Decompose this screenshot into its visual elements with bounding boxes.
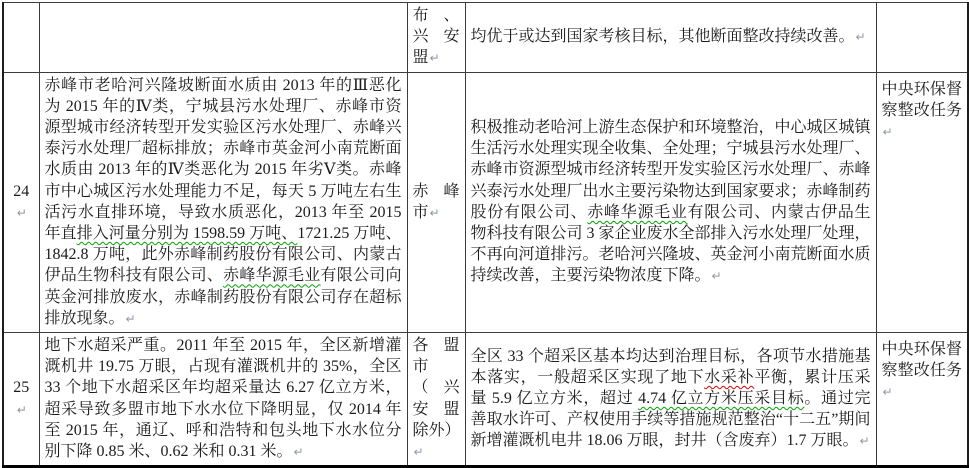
cell-region-continuation[interactable]: [407, 3, 465, 73]
cell-no[interactable]: [3, 333, 39, 467]
text-segment: 。通过完善取水许可、产权使用手续等措施规范整治“十二五”期间新增灌溉机电井 18.06 万眼，封井（含废弃）1.7 万眼。: [470, 390, 871, 450]
text-segment: 有限公司向英金河排放废水，赤峰制药股份有限公司存在超标排放现象。: [44, 267, 402, 327]
cell-measures[interactable]: [465, 333, 876, 467]
cell-text: 赤峰市: [412, 182, 460, 221]
paragraph-mark-icon: ↵: [429, 51, 440, 66]
text-segment: 均优于或达到国家考核目标，其他断面整改持续改善。: [470, 28, 855, 46]
cell-no[interactable]: [3, 72, 39, 332]
text-segment: 排入河量分别为 1598.59 万吨、: [76, 225, 298, 243]
paragraph-mark-icon: ↵: [855, 30, 866, 45]
cell-text: 布、兴安盟: [412, 7, 460, 67]
cell-text: [471, 119, 871, 284]
cell-task-type[interactable]: [876, 72, 968, 332]
paragraph-mark-icon: ↵: [859, 434, 870, 449]
text-segment: 有限公司、内蒙古伊品生物科技有限公司 3 家企业废水全部排入污水处理厂处理，不再向河道排污。老哈河兴隆坡、英金河小南荒断面水质持续改善，主要污染物浓度下降。: [470, 203, 871, 285]
paragraph-mark-icon: ↵: [413, 445, 424, 460]
cell-text: [471, 28, 855, 45]
paragraph-mark-icon: ↵: [293, 445, 304, 460]
cell-problem[interactable]: [39, 72, 407, 332]
text-segment: 赤峰华源毛业: [223, 267, 321, 285]
text-segment: 赤峰华源毛业: [587, 203, 688, 221]
cell-measures[interactable]: [465, 72, 876, 332]
paragraph-mark-icon: ↵: [125, 311, 136, 326]
cell-task-type-empty[interactable]: [876, 3, 968, 73]
cell-measures-continuation[interactable]: [465, 3, 876, 73]
cell-text: [45, 337, 402, 460]
table-row-continuation: [3, 3, 968, 73]
cell-problem[interactable]: [39, 333, 407, 467]
rectification-table: [2, 2, 969, 468]
table-row-24: [3, 72, 968, 332]
cell-problem-empty[interactable]: [39, 3, 407, 73]
paragraph-mark-icon: ↵: [429, 205, 440, 220]
cell-region[interactable]: [407, 72, 465, 332]
row-number: 24: [13, 182, 30, 200]
row-number: 25: [13, 379, 30, 397]
cell-task-type[interactable]: [876, 333, 968, 467]
paragraph-mark-icon: ↵: [882, 125, 893, 140]
cell-text: 中央环保督察整改任务: [881, 341, 962, 380]
text-segment: 平衡，累计压采量 5.9 亿立方米，超过: [470, 368, 871, 408]
text-segment: 赤峰市老哈河兴隆坡断面水质由 2013 年的Ⅲ恶化为 2015 年的Ⅳ类，宁城县污水处理厂、赤峰市资源型城市经济转型开发实验区污水处理厂、赤峰兴泰污水处理厂超标排放；赤峰市英金河小南荒断面水质由 2013 年的Ⅳ类恶化为 2015 年劣Ⅴ类。赤峰市中心城区污水处理能力不足，每天 5 万吨左右生活污水直排环境，导致水质恶化，2013 年至 2015 年直: [44, 76, 402, 243]
text-segment: 全区 33 个超采区基本均达到治理目标，各项节水措施基本落实，一般超采区实现了地下: [470, 347, 871, 386]
cell-no-empty[interactable]: [3, 3, 39, 73]
cell-text: [471, 348, 871, 450]
cell-text: 各盟市（兴安盟除外）: [412, 337, 461, 439]
paragraph-mark-icon: ↵: [16, 205, 27, 220]
paragraph-mark-icon: ↵: [882, 385, 893, 400]
text-segment: 1721.25 万吨、1842.8 万吨，此外赤峰制药股份有限公司、内蒙古伊品生物科技有限公司、: [44, 225, 402, 285]
paragraph-mark-icon: ↵: [711, 269, 722, 284]
cell-text: 中央环保督察整改任务: [881, 80, 962, 119]
cell-region[interactable]: [407, 333, 465, 467]
table-row-25: [3, 333, 968, 467]
text-segment: 地下水超采严重。2011 年至 2015 年，全区新增灌溉机井 19.75 万眼，占现有灌溉机井的 35%，全区 33 个地下水超采区年均超采量达 6.27 亿立方米，超采导致多盟市地下水水位下降明显，仅 2014 年至 2015 年，通辽、呼和浩特和包头地下水水位分别下降 0.85 米、0.62 米和 0.31 米。: [44, 337, 402, 461]
text-segment: 水采补: [704, 368, 755, 386]
paragraph-mark-icon: ↵: [16, 402, 27, 417]
cell-text: [45, 77, 402, 327]
text-segment: 4.74 亿立方米压采目标: [638, 390, 805, 408]
text-segment: 积极推动老哈河上游生态保护和环境整治，中心城区城镇生活污水处理实现全收集、全处理；宁城县污水处理厂、赤峰市资源型城市经济转型开发实验区污水处理厂、赤峰兴泰污水处理厂出水主要污染物达到国家要求；赤峰制药股份有限公司、: [470, 119, 871, 221]
